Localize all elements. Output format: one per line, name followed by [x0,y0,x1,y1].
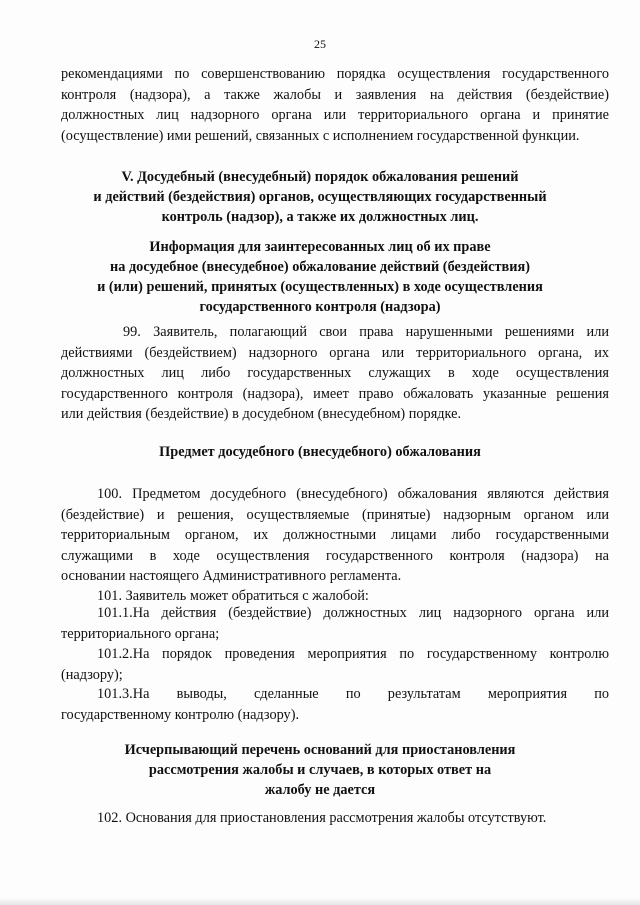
paragraph-101-1 [61,603,609,644]
text-line: территориального органа; [61,625,220,642]
heading-line: и (или) решений, принятых (осуществленных) в ходе осуществления [97,279,543,295]
paragraph-102 [61,808,609,829]
scan-edge [0,897,640,905]
text-line: государственному контролю (надзору). [61,706,300,723]
text-line: или действия (бездействие) в досудебном (внесудебном) порядке. [61,406,462,422]
paragraph-101-3 [61,684,609,725]
text-line: территориальным органом, их должностными лицами либо государственными [61,527,609,543]
subject-heading [40,442,600,462]
paragraph-100 [61,484,609,587]
heading-line: жалобу не дается [264,782,376,798]
text-line: 101.2.На порядок проведения мероприятия по государственному контролю [97,646,609,662]
text-line: 101.1.На действия (бездействие) должностных лиц надзорного органа или [97,605,609,621]
text-line: (бездействие) и решения, осуществляемые (принятые) надзорным органом или [61,506,609,523]
text-line: 102. Основания для приостановления рассмотрения жалобы отсутствуют. [97,810,547,826]
paragraph-101-2 [61,644,609,685]
heading-line: V. Досудебный (внесудебный) порядок обжалования решений [121,169,519,185]
heading-line: и действий (бездействия) органов, осуществляющих государственный [93,189,547,205]
heading-line: Исчерпывающий перечень оснований для приостановления [124,742,516,758]
text-line: действиями (бездействием) надзорного органа или территориального органа, их [61,344,609,361]
text-line: основании настоящего Административного регламента. [61,568,402,584]
text-line: рекомендациями по совершенствованию порядка осуществления государственного [61,66,609,82]
grounds-heading [40,740,600,800]
page-number: 25 [314,37,326,51]
heading-line: государственного контроля (надзора) [199,299,441,315]
heading-line: Предмет досудебного (внесудебного) обжалования [159,444,481,460]
text-line: (надзору); [61,666,123,683]
info-heading [40,237,600,317]
heading-line: контроль (надзор), а также их должностных лиц. [161,209,479,225]
text-line: должностных лиц либо государственных служащих в ходе осуществления [61,365,609,381]
text-line: (осуществление) ими решений, связанных с исполнением государственной функции. [61,127,580,144]
intro-paragraph [61,64,609,146]
text-line: 99. Заявитель, полагающий свои права нарушенными решениями или [123,324,609,340]
heading-line: рассмотрения жалобы и случаев, в которых ответ на [148,762,492,778]
text-line: должностных лиц надзорного органа или территориального органа и принятие [61,107,609,123]
section-heading [40,167,600,227]
text-line: 101.3.На выводы, сделанные по результатам мероприятия по [97,686,609,702]
text-line: контроля (надзора), а также жалобы и заявления на действия (бездействие) [61,86,609,103]
heading-line: на досудебное (внесудебное) обжалование действий (бездействия) [109,259,531,275]
text-line: государственного контроля (надзора), имеет право обжаловать указанные решения [61,385,609,402]
paragraph-99 [61,322,609,425]
text-line: служащими в ходе осуществления государственного контроля (надзора) на [61,547,609,564]
text-line: 101. Заявитель может обратиться с жалобой: [97,588,369,604]
text-line: 100. Предметом досудебного (внесудебного) обжалования являются действия [97,486,609,502]
heading-line: Информация для заинтересованных лиц об их праве [149,239,491,255]
